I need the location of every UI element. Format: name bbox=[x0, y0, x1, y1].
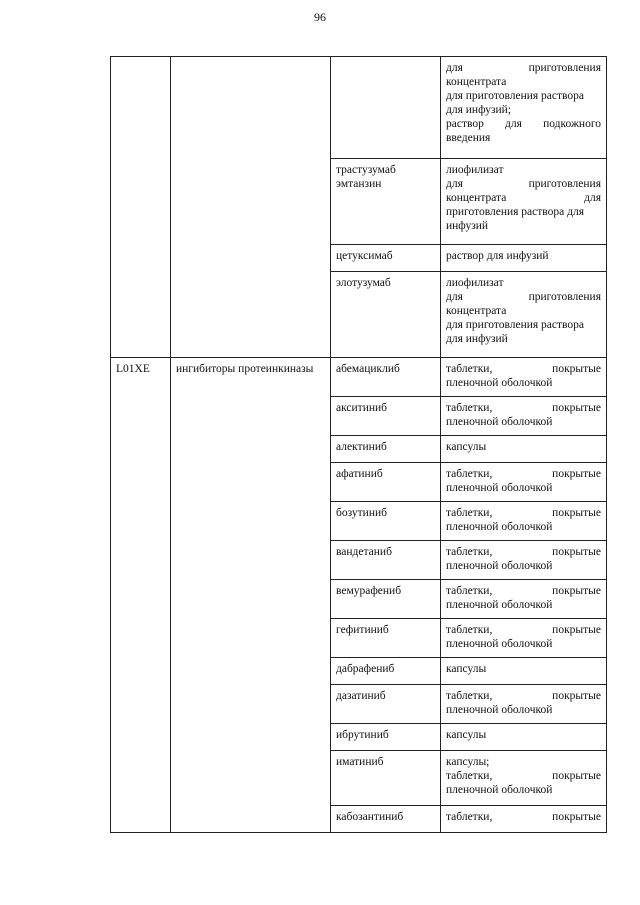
page-number: 96 bbox=[314, 10, 326, 24]
dosage-form-line: инфузий bbox=[446, 220, 489, 232]
dosage-form-line: таблетки, покрытые bbox=[446, 546, 601, 558]
dosage-form-line: для приготовления bbox=[446, 291, 601, 303]
dosage-form-line: раствор для инфузий bbox=[446, 250, 549, 262]
dosage-form-line: таблетки, покрытые bbox=[446, 624, 601, 636]
table-row bbox=[111, 358, 607, 397]
drug-name-cell: афатиниб bbox=[331, 463, 441, 502]
dosage-form-cell bbox=[441, 751, 607, 806]
dosage-form-line: концентрата для bbox=[446, 192, 601, 204]
dosage-form-cell bbox=[441, 436, 607, 463]
dosage-form-cell bbox=[441, 685, 607, 724]
dosage-form-line: таблетки, покрытые bbox=[446, 690, 601, 702]
dosage-form-line: пленочной оболочкой bbox=[446, 482, 553, 494]
dosage-form-line: таблетки, покрытые bbox=[446, 468, 601, 480]
dosage-form-line: лиофилизат bbox=[446, 164, 504, 176]
dosage-form-line: пленочной оболочкой bbox=[446, 416, 553, 428]
drug-name-cell: вемурафениб bbox=[331, 580, 441, 619]
medication-table bbox=[110, 56, 607, 833]
dosage-form-line: для инфузий bbox=[446, 333, 508, 345]
drug-name-cell: цетуксимаб bbox=[331, 245, 441, 272]
table-row bbox=[111, 57, 607, 159]
dosage-form-line: для приготовления bbox=[446, 62, 601, 74]
dosage-form-line: таблетки, покрытые bbox=[446, 811, 601, 823]
dosage-form-line: таблетки, покрытые bbox=[446, 507, 601, 519]
dosage-form-line: таблетки, покрытые bbox=[446, 402, 601, 414]
dosage-form-line: для приготовления bbox=[446, 178, 601, 190]
dosage-form-line: капсулы; bbox=[446, 756, 490, 768]
drug-name-cell: вандетаниб bbox=[331, 541, 441, 580]
drug-name-cell: бозутиниб bbox=[331, 502, 441, 541]
dosage-form-line: введения bbox=[446, 132, 491, 144]
drug-name-cell: дазатиниб bbox=[331, 685, 441, 724]
drug-name-cell: абемациклиб bbox=[331, 358, 441, 397]
dosage-form-line: капсулы bbox=[446, 441, 487, 453]
dosage-form-line: приготовления раствора для bbox=[446, 206, 584, 218]
drug-name-cell: ибрутиниб bbox=[331, 724, 441, 751]
dosage-form-cell bbox=[441, 397, 607, 436]
dosage-form-cell bbox=[441, 619, 607, 658]
dosage-form-cell bbox=[441, 358, 607, 397]
dosage-form-cell bbox=[441, 57, 607, 159]
dosage-form-line: пленочной оболочкой bbox=[446, 784, 553, 796]
anatomical-group-cell: ингибиторы протеинкиназы bbox=[171, 358, 331, 833]
drug-name-cell: гефитиниб bbox=[331, 619, 441, 658]
dosage-form-line: таблетки, покрытые bbox=[446, 585, 601, 597]
anatomical-group-cell bbox=[171, 57, 331, 358]
dosage-form-line: лиофилизат bbox=[446, 277, 504, 289]
dosage-form-cell bbox=[441, 463, 607, 502]
dosage-form-line: для приготовления раствора bbox=[446, 319, 584, 331]
dosage-form-line: таблетки, покрытые bbox=[446, 363, 601, 375]
dosage-form-cell bbox=[441, 724, 607, 751]
dosage-form-cell bbox=[441, 272, 607, 358]
atc-code-cell bbox=[111, 57, 171, 358]
dosage-form-cell bbox=[441, 245, 607, 272]
drug-name-cell: иматиниб bbox=[331, 751, 441, 806]
dosage-form-line: капсулы bbox=[446, 663, 487, 675]
dosage-form-line: пленочной оболочкой bbox=[446, 599, 553, 611]
dosage-form-cell bbox=[441, 806, 607, 833]
dosage-form-cell bbox=[441, 658, 607, 685]
drug-name-cell: кабозантиниб bbox=[331, 806, 441, 833]
dosage-form-line: пленочной оболочкой bbox=[446, 377, 553, 389]
atc-code-cell: L01XE bbox=[111, 358, 171, 833]
drug-name-cell: элотузумаб bbox=[331, 272, 441, 358]
dosage-form-cell bbox=[441, 580, 607, 619]
drug-name-cell: трастузумаб эмтанзин bbox=[331, 159, 441, 245]
dosage-form-cell bbox=[441, 159, 607, 245]
drug-name-cell: алектиниб bbox=[331, 436, 441, 463]
dosage-form-line: пленочной оболочкой bbox=[446, 560, 553, 572]
drug-name-cell bbox=[331, 57, 441, 159]
dosage-form-line: пленочной оболочкой bbox=[446, 704, 553, 716]
dosage-form-line: для приготовления раствора bbox=[446, 90, 584, 102]
dosage-form-line: капсулы bbox=[446, 729, 487, 741]
dosage-form-line: пленочной оболочкой bbox=[446, 638, 553, 650]
dosage-form-line: раствор для подкожного bbox=[446, 118, 601, 130]
dosage-form-cell bbox=[441, 541, 607, 580]
dosage-form-line: для инфузий; bbox=[446, 104, 512, 116]
drug-name-cell: дабрафениб bbox=[331, 658, 441, 685]
dosage-form-line: концентрата bbox=[446, 76, 507, 88]
dosage-form-line: пленочной оболочкой bbox=[446, 521, 553, 533]
drug-name-cell: акситиниб bbox=[331, 397, 441, 436]
dosage-form-line: таблетки, покрытые bbox=[446, 770, 601, 782]
dosage-form-line: концентрата bbox=[446, 305, 507, 317]
dosage-form-cell bbox=[441, 502, 607, 541]
